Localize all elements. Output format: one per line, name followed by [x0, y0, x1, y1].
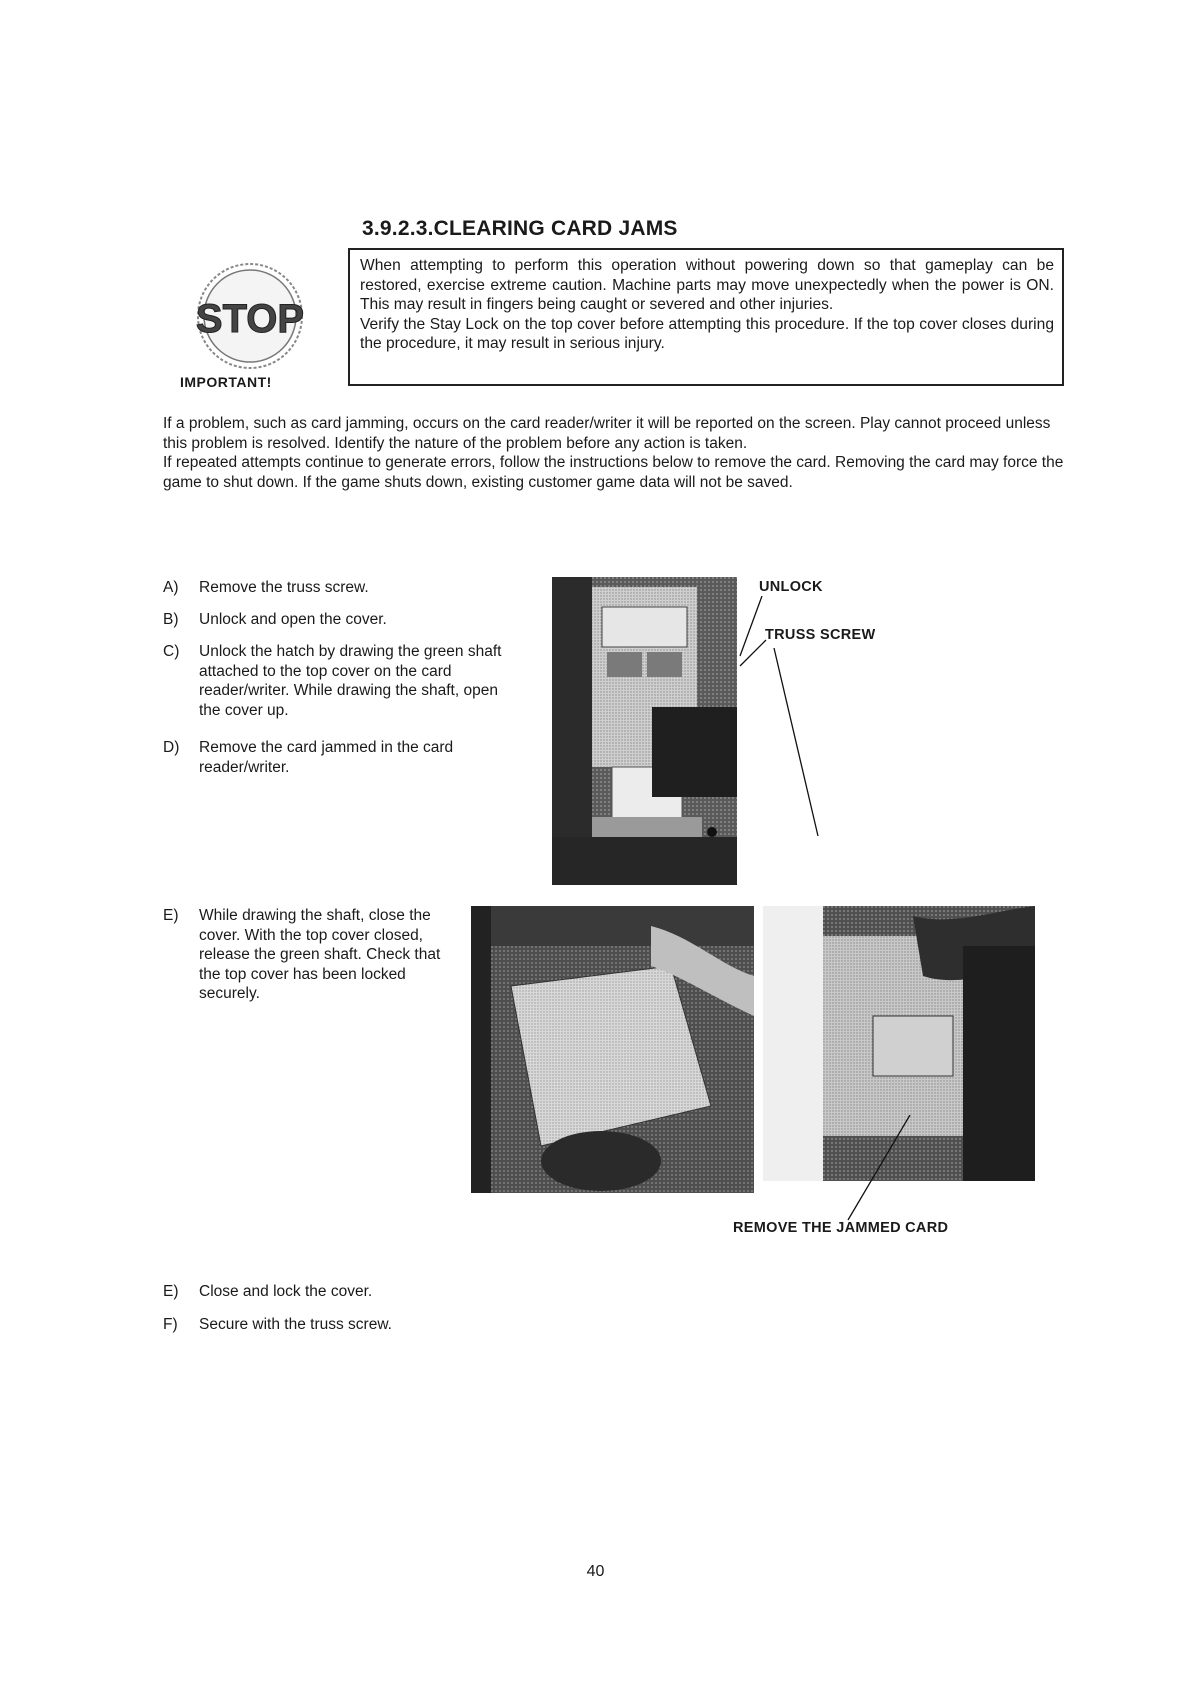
- step-item: [163, 610, 523, 630]
- step-text: Unlock the hatch by drawing the green shaft attached to the top cover on the card reader/writer. While drawing the shaft, open the cover up.: [199, 643, 502, 719]
- step-letter: F): [163, 1316, 178, 1333]
- step-item: [163, 578, 523, 598]
- step-letter: E): [163, 907, 179, 924]
- step-item: [163, 1315, 563, 1335]
- leader-lines: [700, 596, 820, 846]
- stop-text: STOP: [195, 297, 305, 341]
- intro-text: [163, 414, 1068, 492]
- truss-screw-label: TRUSS SCREW: [765, 627, 876, 643]
- page-number: 40: [586, 1563, 605, 1580]
- remove-card-leader: [840, 1115, 920, 1225]
- step-item: [163, 738, 523, 777]
- intro-paragraph: If repeated attempts continue to generate errors, follow the instructions below to remove the card. Removing the card may force the game to shut down. If the game shuts down, existing customer game data will not be saved.: [163, 454, 1064, 491]
- step-letter: E): [163, 1283, 179, 1300]
- step-item: [163, 642, 523, 720]
- step-letter: A): [163, 579, 179, 596]
- step-letter: C): [163, 643, 180, 660]
- warning-box: [348, 248, 1064, 386]
- step-item: [163, 906, 443, 1004]
- step-letter: B): [163, 611, 179, 628]
- unlock-label: UNLOCK: [759, 579, 823, 595]
- open-cover-photo: [471, 906, 754, 1193]
- section-title: 3.9.2.3.CLEARING CARD JAMS: [362, 217, 678, 240]
- remove-card-label: REMOVE THE JAMMED CARD: [733, 1220, 949, 1236]
- step-text: Secure with the truss screw.: [199, 1316, 392, 1333]
- step-text: Close and lock the cover.: [199, 1283, 373, 1300]
- step-item: [163, 1282, 563, 1302]
- intro-paragraph: If a problem, such as card jamming, occurs on the card reader/writer it will be reported on the screen. Play cannot proceed unless this problem is resolved. Identify the nature of the problem before any action is taken.: [163, 415, 1051, 452]
- step-letter: D): [163, 739, 180, 756]
- important-label: IMPORTANT!: [180, 374, 272, 390]
- stop-sign-icon: [175, 256, 325, 386]
- step-text: While drawing the shaft, close the cover. With the top cover closed, release the green shaft. Check that the top cover has been locked securely.: [199, 907, 441, 1002]
- step-text: Remove the truss screw.: [199, 579, 369, 596]
- step-text: Unlock and open the cover.: [199, 611, 387, 628]
- step-text: Remove the card jammed in the card reader/writer.: [199, 739, 454, 776]
- warning-paragraph: Verify the Stay Lock on the top cover before attempting this procedure. If the top cover closes during the procedure, it may result in serious injury.: [360, 315, 1054, 352]
- warning-paragraph: When attempting to perform this operation without powering down so that gameplay can be restored, exercise extreme caution. Machine parts may move unexpectedly when the power is ON. This may result in fingers being caught or severed and other injuries.: [360, 257, 1054, 313]
